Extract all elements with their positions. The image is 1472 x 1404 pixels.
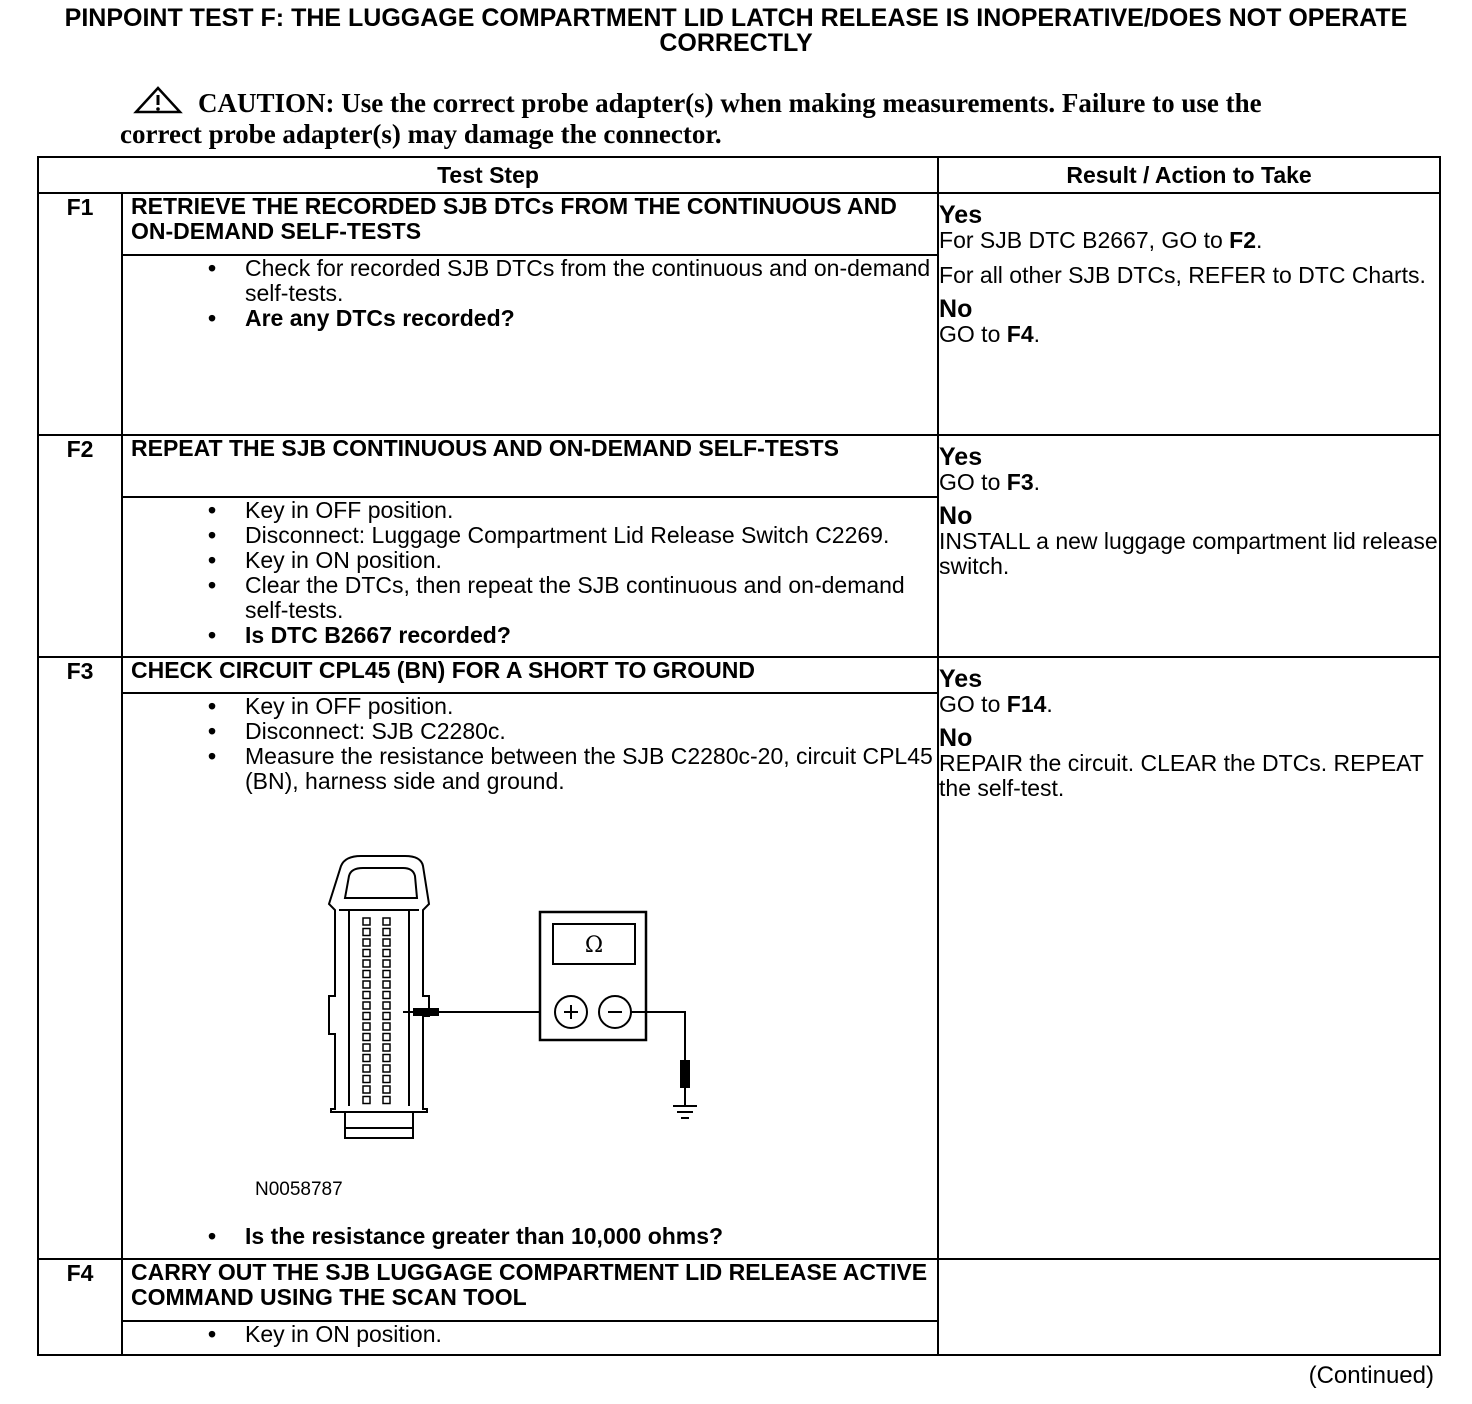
result-no-label: No (939, 295, 973, 323)
connector-pin (383, 918, 390, 925)
step-heading-f4: CARRY OUT THE SJB LUGGAGE COMPARTMENT LID RELEASE ACTIVE COMMAND USING THE SCAN TOOL (122, 1259, 938, 1321)
result-yes-label: Yes (939, 443, 983, 471)
list-item: • Measure the resistance between the SJB C2280c-20, circuit CPL45 (BN), harness side and ground. (208, 743, 933, 794)
caution-note (120, 86, 1320, 150)
step-id-spacer (38, 693, 122, 1259)
list-item: • Key in ON position. (208, 1321, 442, 1347)
step-heading-f2: REPEAT THE SJB CONTINUOUS AND ON-DEMAND SELF-TESTS (122, 435, 938, 497)
connector-pin (363, 971, 370, 978)
connector-pin (383, 1076, 390, 1083)
connector-pin (363, 939, 370, 946)
connector-pin (383, 1013, 390, 1020)
result-yes-action: GO to F3. (939, 469, 1040, 495)
list-item: • Key in OFF position. (208, 693, 454, 719)
connector-pin (383, 992, 390, 999)
connector-pin (383, 1086, 390, 1093)
column-header-result: Result / Action to Take (938, 157, 1440, 193)
step-id-spacer (38, 497, 122, 657)
connector-pin (363, 1076, 370, 1083)
ground-icon (673, 1106, 697, 1118)
result-yes-label: Yes (939, 665, 983, 693)
step-heading-f3: CHECK CIRCUIT CPL45 (BN) FOR A SHORT TO GROUND (122, 657, 938, 693)
connector-pin (363, 1013, 370, 1020)
connector-pin (383, 950, 390, 957)
connector-pin (383, 1023, 390, 1030)
connector-pin (363, 1044, 370, 1051)
step-question: • Is DTC B2667 recorded? (208, 622, 511, 648)
result-yes-label: Yes (939, 201, 983, 229)
result-f4 (938, 1259, 1440, 1355)
connector-pin (363, 1002, 370, 1009)
result-no-action: GO to F4. (939, 321, 1040, 347)
step-body-f4 (122, 1321, 938, 1355)
pinpoint-test-table (37, 156, 1441, 1356)
connector-pin (363, 1086, 370, 1093)
step-id-f1: F1 (38, 193, 122, 255)
result-f1 (938, 193, 1440, 435)
caution-text: Use the correct probe adapter(s) when making measurements. Failure to use the correct probe adapter(s) may damage the connector. (120, 88, 1262, 149)
connector-pin (363, 1097, 370, 1104)
page-title: PINPOINT TEST F: THE LUGGAGE COMPARTMENT LID LATCH RELEASE IS INOPERATIVE/DOES NOT OPERATE CORRECTLY (64, 4, 1408, 57)
ohm-symbol: Ω (584, 933, 604, 958)
result-no-label: No (939, 502, 973, 530)
connector-pin (363, 929, 370, 936)
step-body-f3 (122, 693, 938, 1259)
connector-meter-illustration (283, 854, 713, 1164)
warning-triangle-icon (132, 86, 188, 114)
result-no-action: REPAIR the circuit. CLEAR the DTCs. REPEAT the self-test. (939, 750, 1424, 801)
list-item: • Disconnect: SJB C2280c. (208, 718, 506, 744)
step-question: • Are any DTCs recorded? (208, 305, 515, 331)
step-body-f1 (122, 255, 938, 435)
result-no-label: No (939, 724, 973, 752)
connector-pin (383, 971, 390, 978)
result-f3 (938, 657, 1440, 1259)
list-item: • Disconnect: Luggage Compartment Lid Release Switch C2269. (208, 522, 890, 548)
connector-pin (363, 1034, 370, 1041)
list-item: • Key in OFF position. (208, 497, 454, 523)
step-heading-f1: RETRIEVE THE RECORDED SJB DTCs FROM THE CONTINUOUS AND ON-DEMAND SELF-TESTS (122, 193, 938, 255)
figure-id: N0058787 (255, 1179, 343, 1200)
connector-pin (363, 1023, 370, 1030)
continued-note: (Continued) (1308, 1362, 1434, 1389)
result-yes-action: GO to F14. (939, 691, 1053, 717)
connector-pin (363, 918, 370, 925)
step-id-f2: F2 (38, 435, 122, 497)
connector-pin (383, 1055, 390, 1062)
step-id-spacer (38, 255, 122, 435)
connector-pin (363, 1055, 370, 1062)
circuit-diagram (123, 794, 937, 1224)
step-id-spacer (38, 1321, 122, 1355)
result-no-action: INSTALL a new luggage compartment lid release switch. (939, 528, 1438, 579)
connector-pin (383, 1044, 390, 1051)
connector-pin (383, 939, 390, 946)
connector-pin (363, 960, 370, 967)
step-body-f2 (122, 497, 938, 657)
connector-pin (383, 1097, 390, 1104)
connector-pin (363, 1065, 370, 1072)
connector-pin (383, 960, 390, 967)
connector-pin (363, 992, 370, 999)
list-item: • Key in ON position. (208, 547, 442, 573)
connector-pin (383, 1065, 390, 1072)
step-question: • Is the resistance greater than 10,000 ohms? (208, 1223, 724, 1249)
column-header-test-step: Test Step (38, 157, 938, 193)
result-f2 (938, 435, 1440, 657)
connector-pin (363, 950, 370, 957)
connector-pin (383, 929, 390, 936)
step-id-f3: F3 (38, 657, 122, 693)
connector-pin (383, 1034, 390, 1041)
result-yes-action: For SJB DTC B2667, GO to F2. (939, 227, 1263, 253)
connector-pin (383, 1002, 390, 1009)
connector-pin (363, 981, 370, 988)
step-id-f4: F4 (38, 1259, 122, 1321)
caution-label: CAUTION: (198, 88, 335, 118)
connector-pin (383, 981, 390, 988)
result-yes-action-2: For all other SJB DTCs, REFER to DTC Charts. (939, 262, 1426, 288)
list-item: • Clear the DTCs, then repeat the SJB continuous and on-demand self-tests. (208, 572, 905, 623)
list-item: • Check for recorded SJB DTCs from the continuous and on-demand self-tests. (208, 255, 931, 306)
